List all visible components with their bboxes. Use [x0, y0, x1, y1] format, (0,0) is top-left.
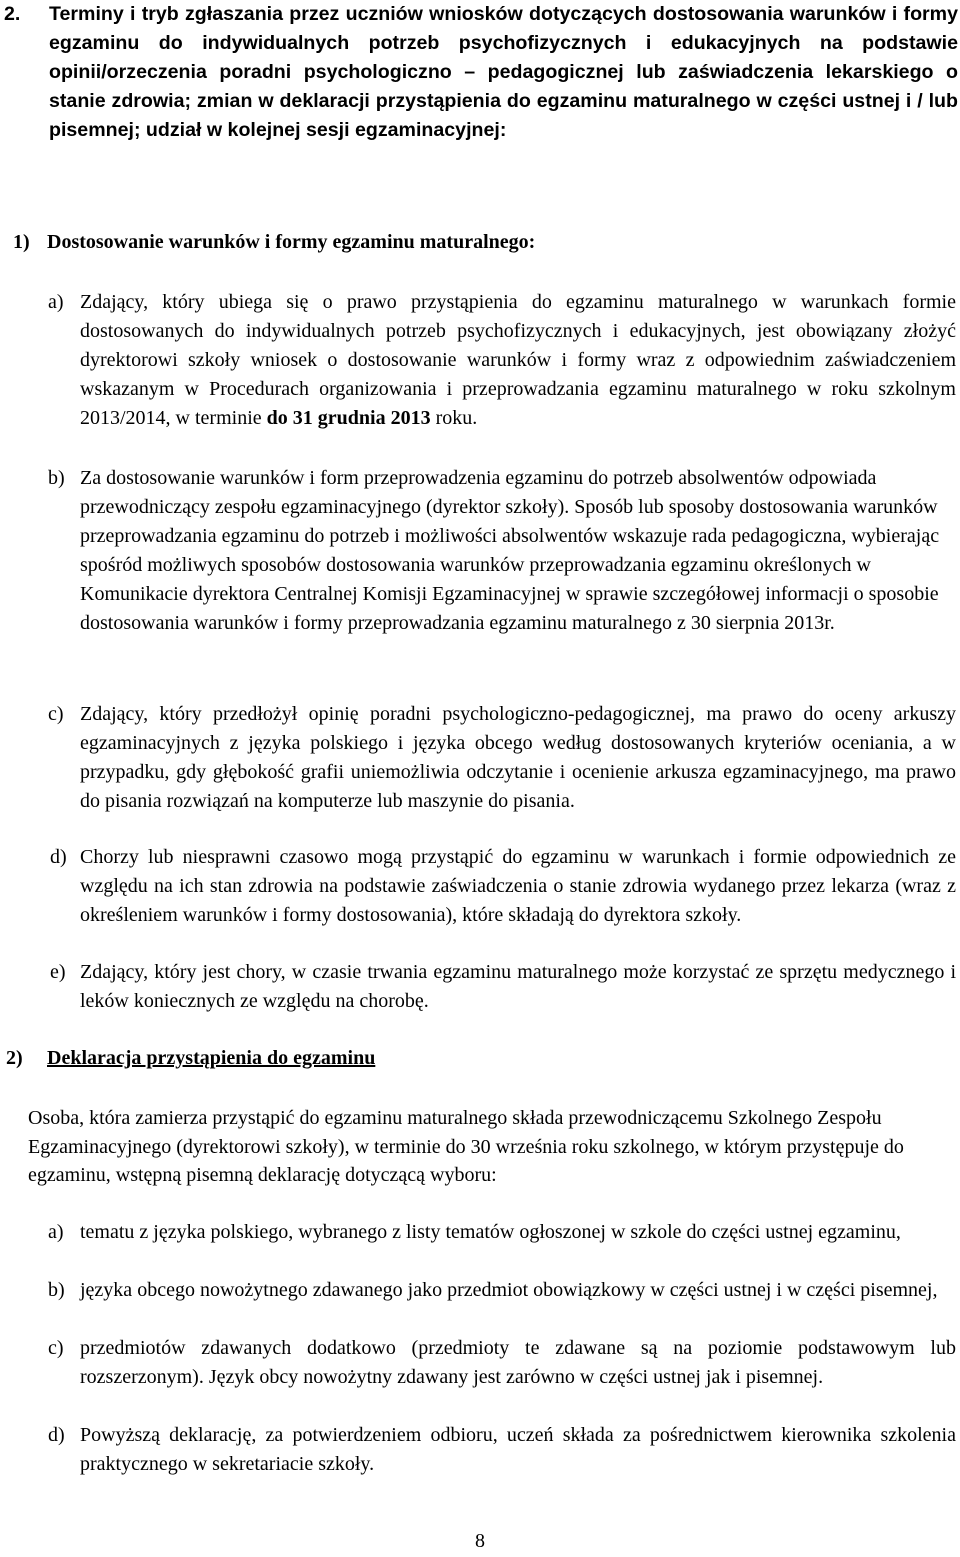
item-text: Chorzy lub niesprawni czasowo mogą przystąpić do egzaminu w warunkach i formie odpowiednich ze względu na ich stan zdrowia na podstawie zaświadczenia o stanie zdrowia wydanego przez lekarza (wraz z określeniem warunków i formy dostosowania), które składają do dyrektora szkoły.	[80, 846, 956, 926]
item-text: tematu z języka polskiego, wybranego z listy tematów ogłoszonej w szkole do części ustnej egzaminu,	[80, 1221, 901, 1243]
item-text: przedmiotów zdawanych dodatkowo (przedmioty te zdawane są na poziomie podstawowym lub rozszerzonym). Język obcy nowożytny zdawany jest zarówno w części ustnej jak i pisemnej.	[80, 1337, 956, 1388]
part2-number: 2)	[6, 1047, 23, 1069]
part1-number: 1)	[13, 231, 30, 253]
part2-item-d	[48, 1421, 956, 1479]
part1-item-d	[50, 843, 956, 930]
item-label: c)	[48, 703, 64, 725]
item-label: b)	[48, 1279, 65, 1301]
item-label: e)	[50, 961, 66, 983]
part1-item-a	[48, 288, 956, 433]
item-text: Powyższą deklarację, za potwierdzeniem odbioru, uczeń składa za pośrednictwem kierownika szkolenia praktycznego w sekretariacie szkoły.	[80, 1424, 956, 1475]
item-text: języka obcego nowożytnego zdawanego jako przedmiot obowiązkowy w części ustnej i w części pisemnej,	[80, 1279, 938, 1301]
part2-item-c	[48, 1334, 956, 1392]
item-label: d)	[48, 1424, 65, 1446]
section-title: Terminy i tryb zgłaszania przez uczniów wniosków dotyczących dostosowania warunków i formy egzaminu do indywidualnych potrzeb psychofizycznych i edukacyjnych na podstawie opinii/orzeczenia poradni psychologiczno – pedagogicznej lub zaświadczenia lekarskiego o stanie zdrowia; zmian w deklaracji przystąpienia do egzaminu maturalnego w części ustnej i / lub pisemnej; udział w kolejnej sesji egzaminacyjnej:	[49, 3, 958, 141]
part2-title: Deklaracja przystąpienia do egzaminu	[47, 1047, 376, 1069]
deadline-text: do 31 grudnia 2013	[266, 407, 431, 429]
item-label: c)	[48, 1337, 64, 1359]
item-label: a)	[48, 1221, 64, 1243]
item-text: Zdający, który jest chory, w czasie trwania egzaminu maturalnego może korzystać ze sprzętu medycznego i leków koniecznych ze względu na chorobę.	[80, 961, 956, 1012]
item-label: b)	[48, 467, 65, 489]
item-text: Zdający, który ubiega się o prawo przystąpienia do egzaminu maturalnego w warunkach formie dostosowanych do indywidualnych potrzeb psychofizycznych i edukacyjnych, jest obowiązany złożyć dyrektorowi szkoły wniosek o dostosowanie warunków i formy wraz z odpowiednim zaświadczeniem wskazanym w Procedurach organizowania i przeprowadzania egzaminu maturalnego w roku szkolnym 2013/2014, w terminie do 31 grudnia 2013 roku.	[80, 291, 956, 429]
page-number: 8	[475, 1530, 485, 1552]
part1-item-e	[50, 958, 956, 1016]
item-label: a)	[48, 291, 64, 313]
section-number: 2.	[4, 3, 21, 25]
part1-title: Dostosowanie warunków i formy egzaminu maturalnego:	[47, 231, 536, 253]
part1-item-c	[48, 700, 956, 816]
part1-heading	[13, 230, 535, 254]
section-heading	[0, 0, 958, 145]
part2-item-b	[48, 1276, 956, 1305]
item-text: Za dostosowanie warunków i form przeprowadzenia egzaminu do potrzeb absolwentów odpowiada przewodniczący zespołu egzaminacyjnego (dyrektor szkoły). Sposób lub sposoby dostosowania warunków przeprowadzania egzaminu do potrzeb i możliwości absolwentów wskazuje rada pedagogiczna, wybierając spośród możliwych sposobów dostosowania warunków przeprowadzania egzaminu określonych w Komunikacie dyrektora Centralnej Komisji Egzaminacyjnej w sprawie szczegółowej informacji o sposobie dostosowania warunków i formy przeprowadzania egzaminu maturalnego z 30 sierpnia 2013r.	[80, 467, 940, 634]
part2-intro: Osoba, która zamierza przystąpić do egzaminu maturalnego składa przewodniczącemu Szkolnego Zespołu Egzaminacyjnego (dyrektorowi szkoły), w terminie do 30 września roku szkolnego, w którym przystępuje do egzaminu, wstępną pisemną deklarację dotyczącą wyboru:	[28, 1107, 904, 1186]
part2-heading	[6, 1046, 375, 1070]
part2-item-a	[48, 1218, 956, 1247]
part1-item-b	[48, 464, 948, 638]
item-label: d)	[50, 846, 67, 868]
item-text: Zdający, który przedłożył opinię poradni psychologiczno-pedagogicznej, ma prawo do oceny arkuszy egzaminacyjnych z języka polskiego i języka obcego według dostosowanych kryteriów oceniania, a w przypadku, gdy głębokość grafii uniemożliwia odczytanie i ocenienie arkusza egzaminacyjnego, ma prawo do pisania rozwiązań na komputerze lub maszynie do pisania.	[80, 703, 956, 812]
